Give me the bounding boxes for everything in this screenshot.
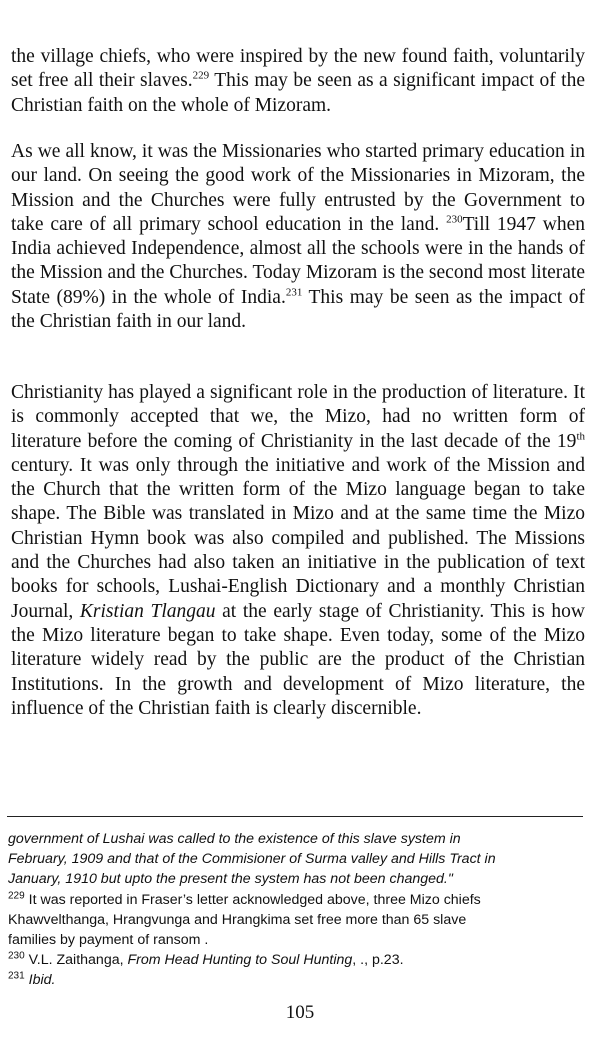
- journal-title: Kristian Tlangau: [79, 600, 216, 622]
- ordinal-superscript: th: [576, 430, 585, 443]
- page-number: 105: [285, 1002, 315, 1023]
- footnote-author: V.L. Zaithanga,: [24, 952, 128, 969]
- footnote-number: 229: [8, 889, 25, 901]
- footnote-divider: [7, 816, 583, 817]
- footnote-continued-line: government of Lushai was called to the existence of this slave system in: [8, 831, 461, 847]
- text-segment: This may be seen as a significant impact of the Christian faith on the whole of Mizoram.: [11, 70, 585, 116]
- footnote-231: [8, 970, 588, 990]
- text-segment: Christianity has played a significant role in the production of literature. It is commonly accepted that we, the Mizo, had no written form of literature before the coming of Christianity in the last decade of the 19: [11, 382, 585, 452]
- body-paragraph-3: [11, 381, 585, 721]
- text-segment: This may be seen as the impact of the Christian faith in our land.: [11, 286, 585, 333]
- footnote-ref-231: 231: [285, 286, 303, 299]
- footnote-book-title: From Head Hunting to Soul Hunting: [127, 952, 353, 969]
- text-segment: Till 1947 when India achieved Independence, almost all the schools were in the hands of the Mission and the Churches. Today Mizoram is the second most literate State (89%) in the whole of India.: [11, 213, 585, 308]
- footnote-continued-line: February, 1909 and that of the Commisioner of Surma valley and Hills Tract in: [8, 851, 496, 868]
- footnote-229-line: Khawvelthanga, Hrangvunga and Hrangkima set free more than 65 slave: [8, 911, 467, 928]
- text-segment: the village chiefs, who were inspired by the new found faith, voluntarily set free all their slaves.: [11, 46, 585, 92]
- footnote-number: 230: [8, 950, 25, 962]
- footnotes: [8, 829, 588, 991]
- footnote-citation: , ., p.23.: [352, 952, 404, 969]
- footnote-number: 231: [8, 970, 25, 982]
- footnote-continued-line: January, 1910 but upto the present the system has not been changed.": [8, 871, 453, 888]
- text-segment: century. It was only through the initiative and work of the Mission and the Church that the written form of the Mizo language began to take shape. The Bible was translated in Mizo and at the same time the Mizo Christian Hymn book was also compiled and published. The Missions and the Churches had also taken an initiative in the publication of text books for schools, Lushai-English Dictionary and a monthly Christian Journal,: [11, 454, 585, 622]
- footnote-text: Ibid.: [24, 972, 56, 989]
- footnote-229: [8, 890, 588, 910]
- footnote-ref-230: 230: [446, 213, 463, 226]
- body-paragraph-1: [11, 45, 585, 118]
- footnote-ref-229: 229: [192, 69, 210, 82]
- text-segment: at the early stage of Christianity. This is how the Mizo literature began to take shape. Even today, some of the Mizo literature widely read by the public are the product of the Christian Institutions. In the growth and development of Mizo literature, the influence of the Christian faith is clearly discernible.: [11, 600, 586, 719]
- footnote-230: [8, 950, 588, 970]
- text-segment: As we all know, it was the Missionaries who started primary education in our land. On seeing the good work of the Missionaries in Mizoram, the Mission and the Churches were fully entrusted by the Government to take care of all primary school education in the land.: [11, 141, 585, 235]
- footnote-text: It was reported in Fraser’s letter acknowledged above, three Mizo chiefs: [24, 891, 481, 908]
- body-paragraph-2: [11, 140, 585, 334]
- footnote-229-line: families by payment of ransom .: [8, 932, 209, 949]
